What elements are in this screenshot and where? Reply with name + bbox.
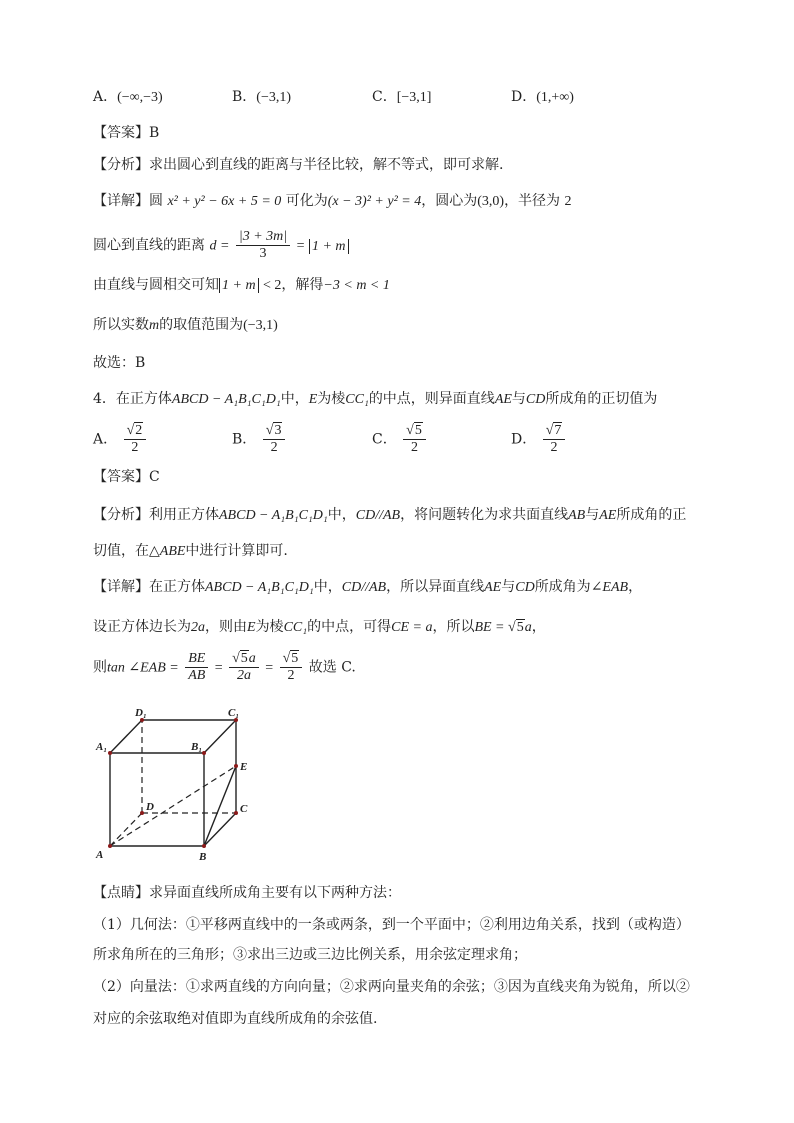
q3-option-c: C．[−3,1] <box>372 89 432 105</box>
tip-method1-line1: （1）几何法：①平移两直线中的一条或两条，到一个平面中；②利用边角关系，找到（或构造） <box>93 917 690 933</box>
vertex-a <box>108 844 112 848</box>
q3-option-b: B．(−3,1) <box>232 89 292 105</box>
q4-detail-tan: 则tan ∠EAB = $\frac{BE}{AB}$ = $\frac{√5a}{2a}$ = $\frac{√5}{2}$ 故选 C. <box>93 651 356 683</box>
label-a: A <box>96 849 104 861</box>
distance-fraction: $\frac{|3 + 3m|}{3}$ <box>236 230 290 261</box>
vertex-d <box>140 811 144 815</box>
q3-option-d: D．(1,+∞) <box>511 89 574 105</box>
q4-stem: 4．在正方体ABCD − A₁B₁C₁D₁中，E为棱CC₁的中点，则异面直线AE与CD所成角的正切值为 <box>93 391 658 407</box>
label-c: C <box>240 803 248 815</box>
q3-answer: 【答案】B <box>93 125 160 141</box>
q4-option-a: A． $\frac{√2}{2}$ <box>93 424 148 455</box>
q4-detail-line2: 设正方体边长为2a，则由E为棱CC₁的中点，可得CE = a，所以BE = √5a， <box>93 619 546 635</box>
label-c1: C₁ <box>228 707 240 719</box>
label-b1: B₁ <box>191 741 203 753</box>
q3-detail-range: 所以实数m的取值范围为(−3,1) <box>93 317 278 333</box>
vertex-b <box>202 844 206 848</box>
label-b: B <box>199 851 207 863</box>
q3-detail-condition: 由直线与圆相交可知 1 + m < 2，解得−3 < m < 1 <box>93 277 390 293</box>
vertex-a1 <box>108 751 112 755</box>
q4-answer: 【答案】C <box>93 469 160 485</box>
tip-method1-line2: 所求角所在的三角形；③求出三边或三边比例关系，用余弦定理求角； <box>93 947 527 963</box>
edge-b1c1 <box>204 720 236 753</box>
tip-method2-line1: （2）向量法：①求两直线的方向向量；②求两向量夹角的余弦；③因为直线夹角为锐角，所以② <box>93 979 690 995</box>
edge-ad-hidden <box>110 813 142 846</box>
label-d: D <box>146 801 154 813</box>
q3-detail-line1: 【详解】圆 x² + y² − 6x + 5 = 0 可化为(x − 3)² + y² = 4，圆心为(3,0)，半径为 2 <box>93 193 572 209</box>
label-d1: D₁ <box>135 707 147 719</box>
q4-option-b: B． $\frac{√3}{2}$ <box>232 424 287 455</box>
q4-detail-line1: 【详解】在正方体ABCD − A₁B₁C₁D₁中，CD//AB，所以异面直线AE与CD所成角为∠EAB， <box>93 579 643 595</box>
q4-option-c: C． $\frac{√5}{2}$ <box>372 424 428 455</box>
q3-detail-distance: 圆心到直线的距离 d = $\frac{|3 + 3m|}{3}$ = 1 + m <box>93 230 349 261</box>
vertex-e <box>234 764 238 768</box>
segment-ae-hidden <box>110 766 236 846</box>
q3-analysis: 【分析】求出圆心到直线的距离与半径比较，解不等式，即可求解. <box>93 157 504 173</box>
cube-figure <box>95 700 265 865</box>
tip-intro: 【点睛】求异面直线所成角主要有以下两种方法： <box>93 885 401 901</box>
q4-analysis-line2: 切值，在△ABE中进行计算即可. <box>93 543 288 559</box>
q4-option-d: D． $\frac{√7}{2}$ <box>511 424 567 455</box>
vertex-b1 <box>202 751 206 755</box>
q3-choose: 故选：B <box>93 355 146 371</box>
label-e: E <box>240 761 248 773</box>
edge-bc <box>204 813 236 846</box>
q3-option-a: A．(−∞,−3) <box>93 89 163 105</box>
tip-method2-line2: 对应的余弦取绝对值即为直线所成角的余弦值. <box>93 1011 378 1027</box>
vertex-c <box>234 811 238 815</box>
segment-be <box>204 766 236 846</box>
edge-a1d1 <box>110 720 142 753</box>
label-a1: A₁ <box>96 741 108 753</box>
q4-analysis-line1: 【分析】利用正方体ABCD − A₁B₁C₁D₁中，CD//AB，将问题转化为求共面直线AB与AE所成角的正 <box>93 507 687 523</box>
